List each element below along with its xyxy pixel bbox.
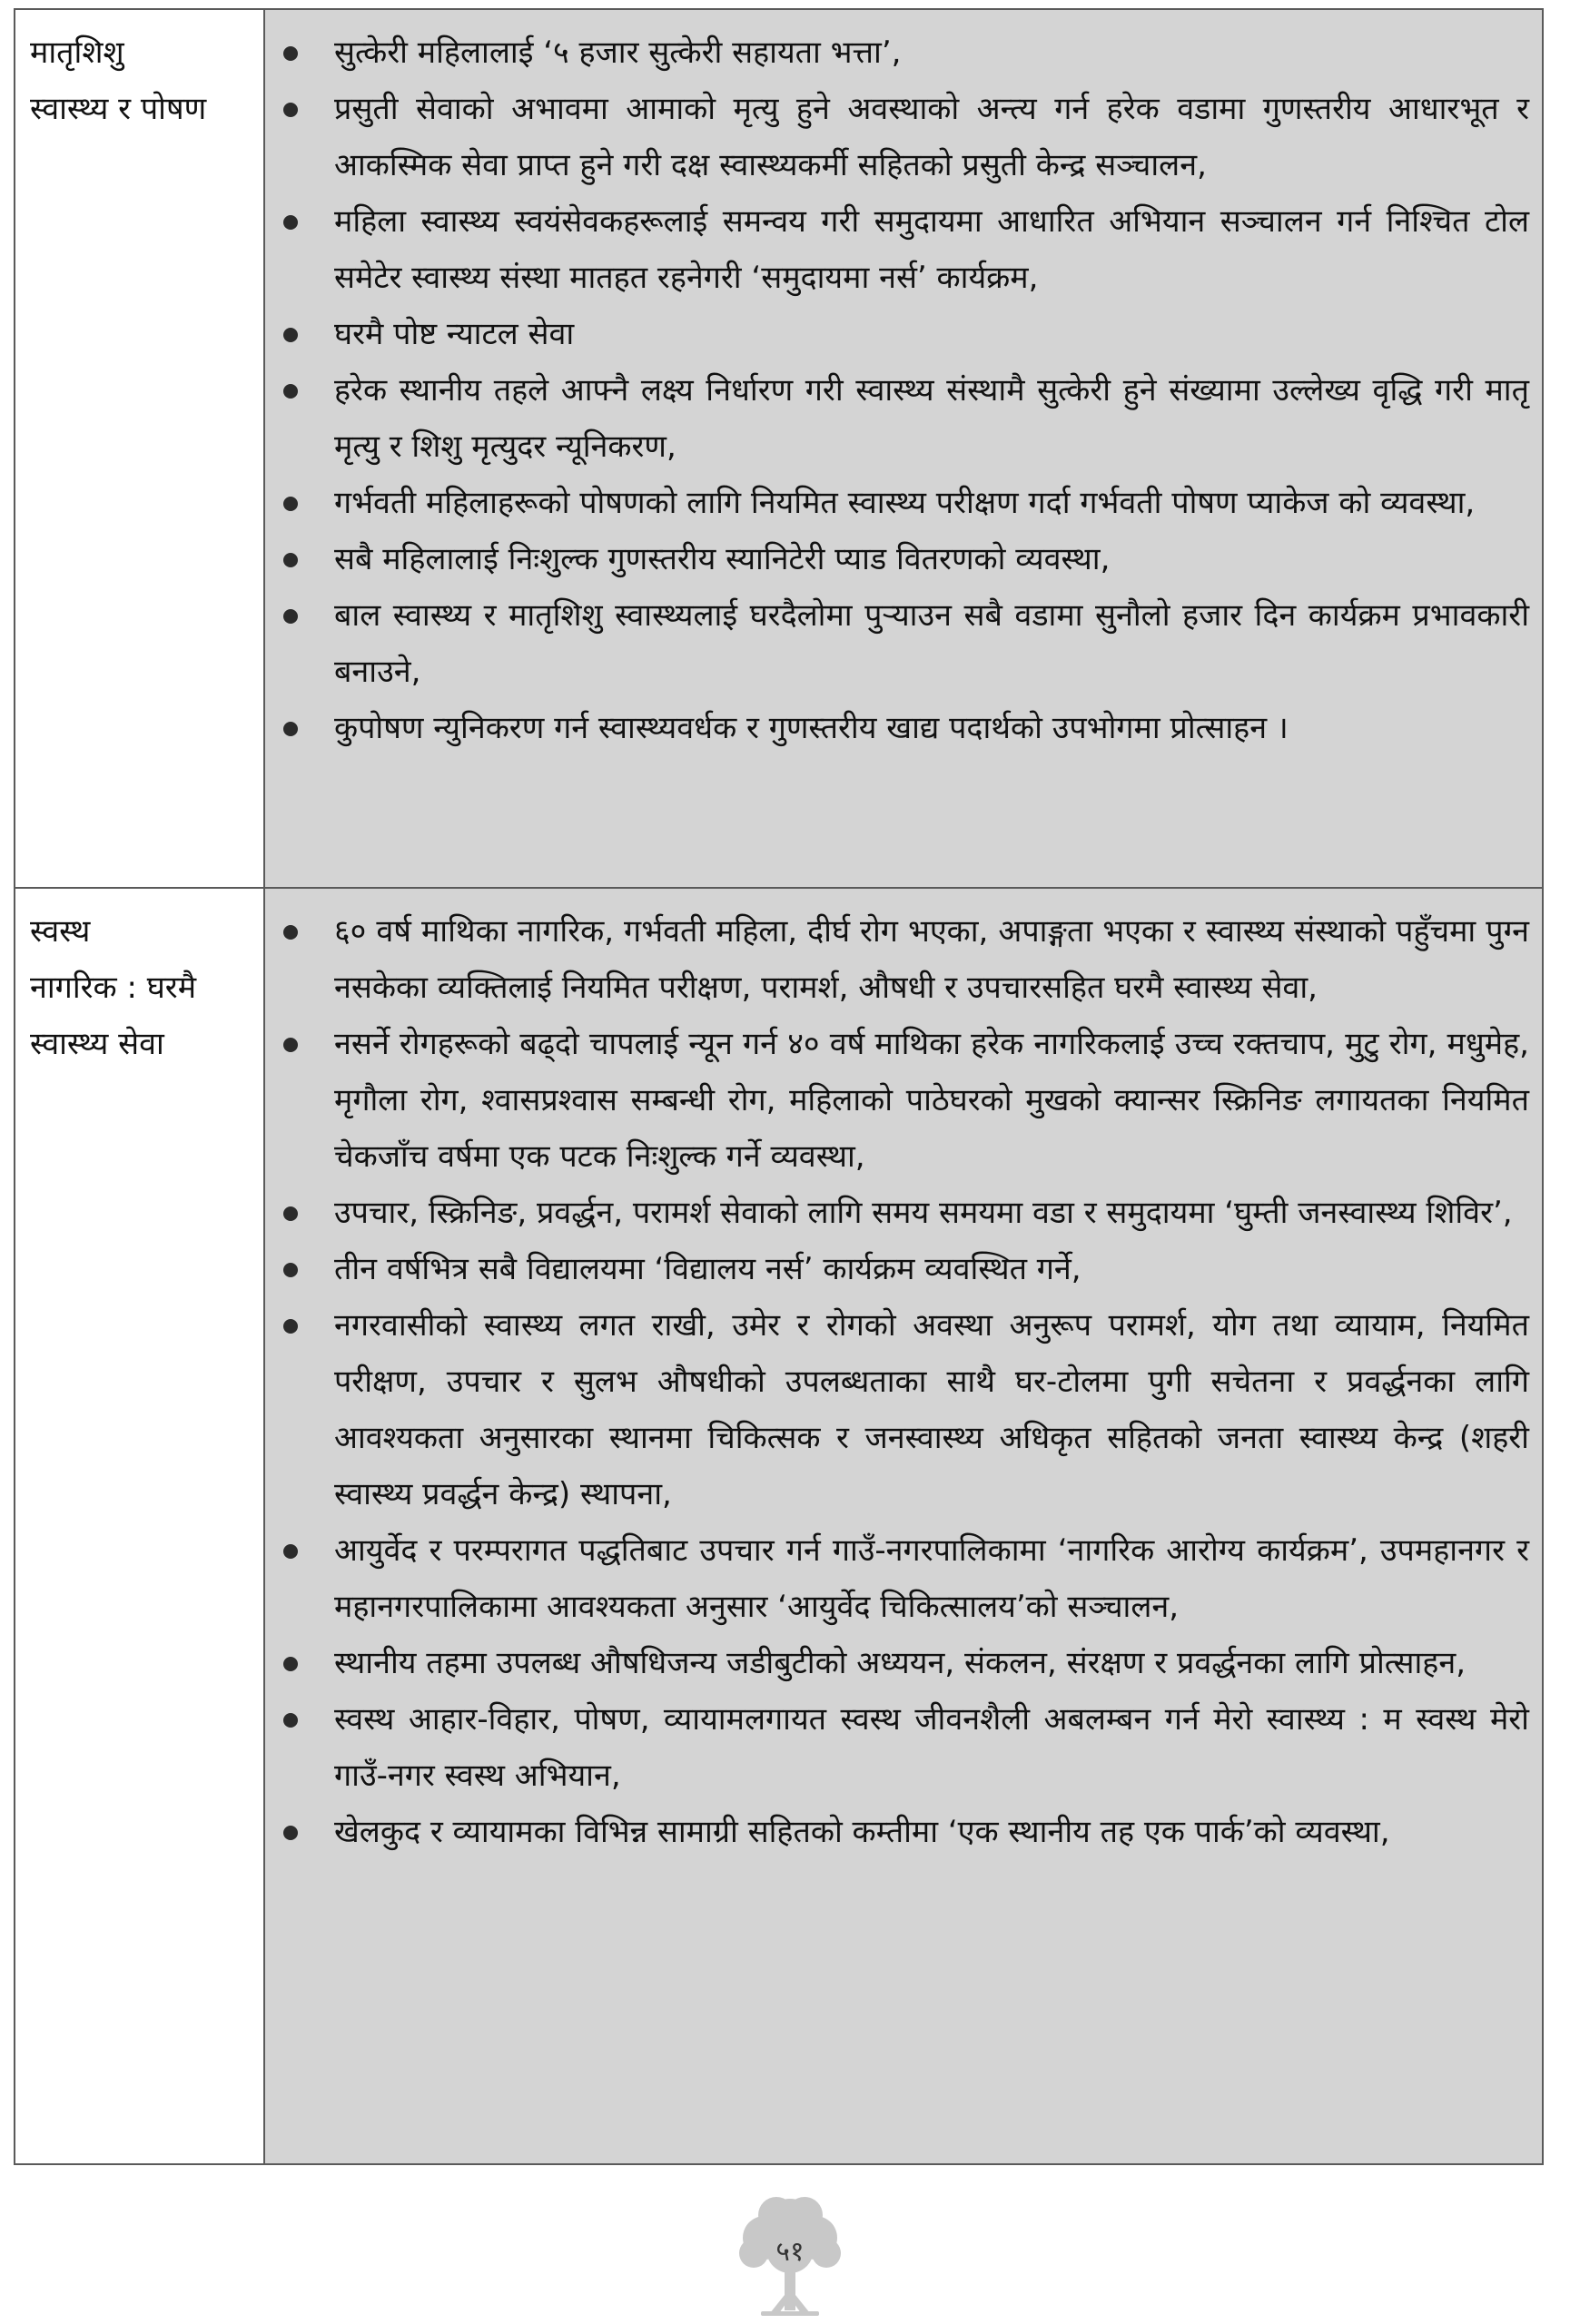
- bullet-list: [265, 10, 1542, 763]
- list-item: [265, 531, 1529, 587]
- list-item-text: प्रसुती सेवाको अभावमा आमाको मृत्यु हुने अवस्थाको अन्त्य गर्न हरेक वडामा गुणस्तरीय आधारभूत र आकस्मिक सेवा प्राप्त हुने गरी दक्ष स्वास्थ्यकर्मी सहितको प्रसुती केन्द्र सञ्चालन,: [334, 91, 1529, 183]
- bullet-icon: [283, 215, 298, 230]
- topic-cell: [15, 888, 264, 2164]
- list-item: [265, 1016, 1529, 1185]
- list-item-text: उपचार, स्क्रिनिङ, प्रवर्द्धन, परामर्श सेवाको लागि समय समयमा वडा र समुदायमा ‘घुम्ती जनस्वास्थ्य शिविर’,: [334, 1195, 1513, 1231]
- list-item: [265, 81, 1529, 193]
- content-cell: [264, 888, 1543, 2164]
- list-item: [265, 1635, 1529, 1691]
- bullet-icon: [283, 103, 298, 117]
- bullet-icon: [283, 1038, 298, 1052]
- list-item-text: बाल स्वास्थ्य र मातृशिशु स्वास्थ्यलाई घरदैलोमा पुऱ्याउन सबै वडामा सुनौलो हजार दिन कार्यक्रम प्रभावकारी बनाउने,: [334, 597, 1529, 690]
- bullet-icon: [283, 609, 298, 624]
- list-item-text: नसर्ने रोगहरूको बढ्दो चापलाई न्यून गर्न ४० वर्ष माथिका हरेक नागरिकलाई उच्च रक्तचाप, मुटु रोग, मधुमेह, मृगौला रोग, श्वासप्रश्वास सम्बन्धी रोग, महिलाको पाठेघरको मुखको क्यान्सर स्क्रिनिङ लगायतका नियमित चेकजाँच वर्षमा एक पटक निःशुल्क गर्ने व्यवस्था,: [334, 1026, 1529, 1175]
- list-item: [265, 193, 1529, 306]
- table-row: [15, 888, 1543, 2164]
- list-item-text: महिला स्वास्थ्य स्वयंसेवकहरूलाई समन्वय गरी समुदायमा आधारित अभियान सञ्चालन गर्न निश्चित टोल समेटेर स्वास्थ्य संस्था मातहत रहनेगरी ‘समुदायमा नर्स’ कार्यक्रम,: [334, 203, 1529, 296]
- bullet-icon: [283, 1544, 298, 1559]
- bullet-icon: [283, 1319, 298, 1334]
- bullet-icon: [283, 1206, 298, 1221]
- list-item: [265, 903, 1529, 1016]
- list-item: [265, 475, 1529, 531]
- page-number: ५१: [775, 2236, 805, 2268]
- list-item-text: कुपोषण न्युनिकरण गर्न स्वास्थ्यवर्धक र गुणस्तरीय खाद्य पदार्थको उपभोगमा प्रोत्साहन ।: [334, 710, 1289, 746]
- list-item-text: सबै महिलालाई निःशुल्क गुणस्तरीय स्यानिटेरी प्याड वितरणको व्यवस्था,: [334, 541, 1111, 577]
- bullet-icon: [283, 384, 298, 399]
- list-item: [265, 1691, 1529, 1804]
- list-item: [265, 25, 1529, 81]
- topic-cell: [15, 9, 264, 888]
- list-item: [265, 306, 1529, 362]
- bullet-icon: [283, 328, 298, 342]
- bullet-icon: [283, 553, 298, 567]
- list-item-text: हरेक स्थानीय तहले आफ्नै लक्ष्य निर्धारण गरी स्वास्थ्य संस्थामै सुत्केरी हुने संख्यामा उल्लेख्य वृद्धि गरी मातृ मृत्यु र शिशु मृत्युदर न्यूनिकरण,: [334, 372, 1529, 465]
- list-item-text: स्थानीय तहमा उपलब्ध औषधिजन्य जडीबुटीको अध्ययन, संकलन, संरक्षण र प्रवर्द्धनका लागि प्रोत्साहन,: [334, 1645, 1466, 1681]
- list-item-text: सुत्केरी महिलालाई ‘५ हजार सुत्केरी सहायता भत्ता’,: [334, 34, 902, 71]
- bullet-icon: [283, 46, 298, 61]
- list-item-text: घरमै पोष्ट न्याटल सेवा: [334, 316, 575, 352]
- bullet-list: [265, 889, 1542, 1867]
- content-cell: [264, 9, 1543, 888]
- bullet-icon: [283, 497, 298, 511]
- topic-heading: स्वस्थ नागरिक : घरमै स्वास्थ्य सेवा: [30, 913, 197, 1062]
- list-item-text: आयुर्वेद र परम्परागत पद्धतिबाट उपचार गर्न गाउँ-नगरपालिकामा ‘नागरिक आरोग्य कार्यक्रम’, उपमहानगर र महानगरपालिकामा आवश्यकता अनुसार ‘आयुर्वेद चिकित्सालय’को सञ्चालन,: [334, 1532, 1529, 1625]
- bullet-icon: [283, 1263, 298, 1277]
- list-item-text: गर्भवती महिलाहरूको पोषणको लागि नियमित स्वास्थ्य परीक्षण गर्दा गर्भवती पोषण प्याकेज को व्यवस्था,: [334, 485, 1476, 521]
- list-item-text: स्वस्थ आहार-विहार, पोषण, व्यायामलगायत स्वस्थ जीवनशैली अबलम्बन गर्न मेरो स्वास्थ्य : म स्वस्थ मेरो गाउँ-नगर स्वस्थ अभियान,: [334, 1701, 1529, 1794]
- list-item: [265, 362, 1529, 475]
- bullet-icon: [283, 925, 298, 940]
- list-item-text: तीन वर्षभित्र सबै विद्यालयमा ‘विद्यालय नर्स’ कार्यक्रम व्यवस्थित गर्ने,: [334, 1251, 1081, 1287]
- bullet-icon: [283, 1826, 298, 1840]
- page-footer: [699, 2188, 881, 2324]
- bullet-icon: [283, 1657, 298, 1671]
- list-item: [265, 1522, 1529, 1635]
- list-item: [265, 587, 1529, 700]
- table-row: [15, 9, 1543, 888]
- policy-table: [14, 8, 1544, 2165]
- bullet-icon: [283, 722, 298, 736]
- topic-heading: मातृशिशु स्वास्थ्य र पोषण: [30, 34, 207, 127]
- list-item-text: खेलकुद र व्यायामका विभिन्न सामाग्री सहितको कम्तीमा ‘एक स्थानीय तह एक पार्क’को व्यवस्था,: [334, 1814, 1390, 1850]
- list-item: [265, 1185, 1529, 1241]
- list-item: [265, 1297, 1529, 1522]
- list-item: [265, 1241, 1529, 1297]
- list-item: [265, 1804, 1529, 1860]
- list-item-text: नगरवासीको स्वास्थ्य लगत राखी, उमेर र रोगको अवस्था अनुरूप परामर्श, योग तथा व्यायाम, नियमित परीक्षण, उपचार र सुलभ औषधीको उपलब्धताका साथै घर-टोलमा पुगी सचेतना र प्रवर्द्धनका लागि आवश्यकता अनुसारका स्थानमा चिकित्सक र जनस्वास्थ्य अधिकृत सहितको जनता स्वास्थ्य केन्द्र (शहरी स्वास्थ्य प्रवर्द्धन केन्द्र) स्थापना,: [334, 1307, 1529, 1512]
- list-item-text: ६० वर्ष माथिका नागरिक, गर्भवती महिला, दीर्घ रोग भएका, अपाङ्गता भएका र स्वास्थ्य संस्थाको पहुँचमा पुग्न नसकेका व्यक्तिलाई नियमित परीक्षण, परामर्श, औषधी र उपचारसहित घरमै स्वास्थ्य सेवा,: [334, 913, 1529, 1006]
- list-item: [265, 700, 1529, 756]
- bullet-icon: [283, 1713, 298, 1728]
